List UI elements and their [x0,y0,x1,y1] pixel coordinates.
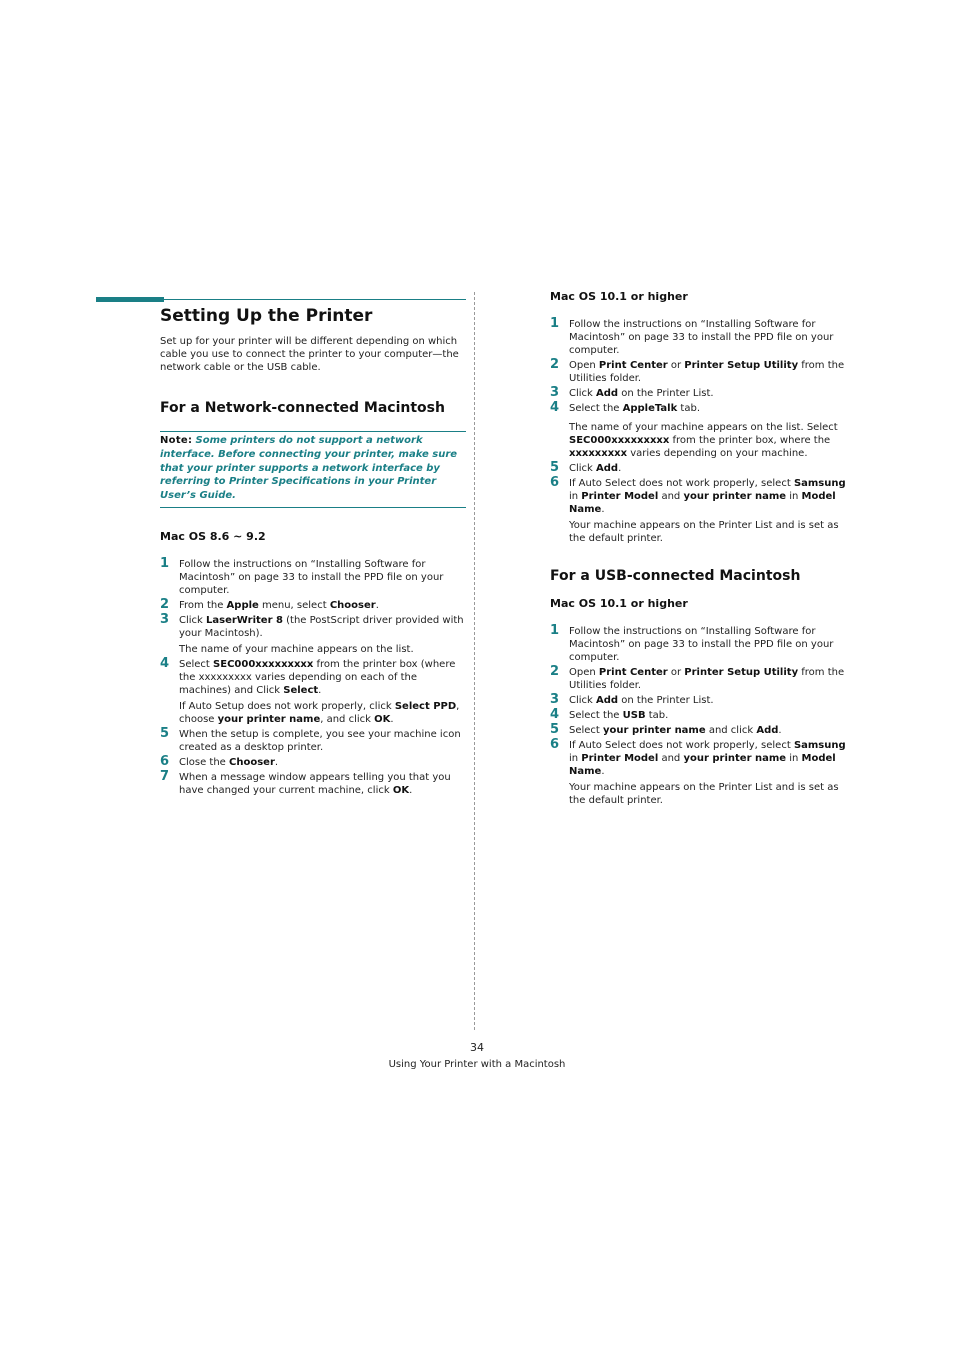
sub-bold: OK [374,714,391,726]
list-item [550,359,855,385]
column-divider [474,292,475,1030]
step-bold: OK [392,785,410,797]
mac86-steps [160,558,466,797]
step-text-post: . [318,685,322,697]
step-text-post: from the Utilities folder. [569,667,845,691]
sub-bold: Select PPD [394,701,457,713]
step-text-post: . [618,463,622,474]
step-bold: Add [596,695,619,706]
step-bold: Print Center [598,360,668,371]
step-text-pre: Open [569,667,599,678]
step-text-post: from the Utilities folder. [569,360,845,384]
mac101-heading: Mac OS 10.1 or higher [550,290,688,303]
step-text-pre: From the [179,600,227,612]
step-text-post: . [601,766,605,777]
note-text [160,434,466,502]
mac86-heading: Mac OS 8.6 ~ 9.2 [160,530,266,544]
step-number: 5 [160,726,170,742]
step-number: 6 [550,475,560,490]
step-text-pre: When a message window appears telling you that you have changed your current machine, click [179,772,451,797]
step-number: 4 [550,400,560,415]
step-text-mid: or [667,667,685,678]
step-bold: your printer name [683,491,787,502]
step-bold: AppleTalk [622,403,678,414]
page-number: 34 [470,1041,484,1054]
usb-heading: For a USB-connected Macintosh [550,568,801,584]
mac101-steps [550,318,855,545]
step-text-mid: from the printer box (where the xxxxxxxxx varies depending on each of the machines) and Click [179,659,456,697]
step-number: 2 [160,597,170,613]
list-item [160,756,466,769]
right-column [550,290,855,807]
list-item [550,625,855,664]
step-text-mid: in [786,491,802,502]
step-subnote: Your machine appears on the Printer List and is set as the default printer. [569,520,839,544]
sub-text: If Auto Setup does not work properly, click [179,701,395,713]
step-text-mid: in [569,753,582,764]
step-text-pre: Open [569,360,599,371]
step-text-mid: and [658,753,684,764]
step-text-post: . [409,785,413,797]
step-bold: Samsung [793,478,846,489]
list-item [550,709,855,722]
step-text: When the setup is complete, you see your machine icon created as a desktop printer. [179,729,461,754]
step-bold: Add [596,463,619,474]
title-rule [164,299,466,300]
step-text-pre: Click [179,615,207,627]
step-bold: your printer name [683,753,787,764]
step-text-post: (the PostScript driver provided with your Macintosh). [179,615,464,640]
list-item [160,614,466,656]
step-bold: Chooser [229,757,275,769]
step-text-post: . [274,757,279,769]
sub-text: , and click [320,714,375,726]
network-heading: For a Network-connected Macintosh [160,400,445,417]
step-subnote: The name of your machine appears on the list. [179,644,414,656]
step-text-post: on the Printer List. [618,388,714,399]
sub-text: varies depending on your machine. [627,448,808,459]
list-item [550,694,855,707]
note-label: Note [160,435,189,447]
step-number: 5 [550,460,560,475]
step-text-pre: If Auto Select does not work properly, select [569,478,794,489]
step-text-mid: or [667,360,685,371]
step-text-mid: in [786,753,802,764]
step-text-mid: and [658,491,684,502]
step-number: 5 [550,722,560,737]
step-text-mid: in [569,491,582,502]
list-item [550,387,855,400]
step-text-pre: Close the [179,757,230,769]
left-column [160,305,466,797]
step-text-post: . [601,504,605,515]
step-number: 4 [550,707,560,722]
step-number: 1 [550,316,560,331]
step-number: 4 [160,656,170,672]
note-box [160,431,466,508]
step-text-post: on the Printer List. [618,695,714,706]
sub-bold: your printer name [217,714,321,726]
list-item [550,724,855,737]
step-bold: Model Name [569,491,836,515]
step-number: 6 [160,754,170,770]
list-item [550,477,855,545]
step-text-pre: Click [569,463,597,474]
note-body: Some printers do not support a network interface. Before connecting your printer, make sure that your printer supports a network interface by referring to Printer Specifications in your Printer User’s Guide. [160,435,458,501]
step-number: 2 [550,664,560,679]
sub-bold: SEC000xxxxxxxxx [569,435,670,446]
usb-mac101-heading: Mac OS 10.1 or higher [550,597,688,610]
step-bold: Add [596,388,619,399]
step-text-post: . [375,600,379,612]
step-bold: Model Name [569,753,836,777]
title-rule-accent [96,297,164,302]
step-text: Follow the instructions on “Installing Software for Macintosh” on page 33 to install the PPD file on your computer. [569,319,834,356]
step-number: 3 [160,612,170,628]
intro-paragraph: Set up for your printer will be different depending on which cable you use to connect the printer to your computer—the network cable or the USB cable. [160,336,459,373]
step-text-pre: Select [569,725,604,736]
step-number: 7 [160,769,170,785]
step-subnote [179,700,466,726]
sub-text: The name of your machine appears on the list. Select [569,422,838,433]
step-text-pre: Select [179,659,214,671]
step-text-pre: Click [569,388,597,399]
step-bold: your printer name [603,725,706,736]
step-bold: Printer Setup Utility [684,667,799,678]
step-text-post: . [778,725,782,736]
step-bold: Chooser [329,600,376,612]
step-text: Follow the instructions on “Installing Software for Macintosh” on page 33 to install the PPD file on your computer. [179,559,444,597]
step-text-post: tab. [645,710,669,721]
page-title: Setting Up the Printer [160,306,373,326]
list-item [160,599,466,612]
note-colon: : [188,435,196,447]
list-item [160,771,466,797]
list-item [550,462,855,475]
step-text-pre: Select the [569,710,623,721]
step-bold: Add [756,725,779,736]
step-text-mid: and click [705,725,757,736]
step-bold: LaserWriter 8 [206,615,283,627]
usb-steps [550,625,855,807]
step-number: 2 [550,357,560,372]
step-text-pre: Click [569,695,597,706]
list-item [550,739,855,807]
step-bold: Select [283,685,319,697]
step-bold: Apple [226,600,259,612]
step-text-pre: If Auto Select does not work properly, select [569,740,794,751]
step-bold: USB [622,710,646,721]
list-item [550,666,855,692]
step-text-post: tab. [677,403,701,414]
step-number: 1 [160,556,170,572]
list-item [160,558,466,597]
step-number: 1 [550,623,560,638]
step-text-pre: Select the [569,403,623,414]
step-text: Follow the instructions on “Installing Software for Macintosh” on page 33 to install the PPD file on your computer. [569,626,834,663]
sub-text: from the printer box, where the [669,435,831,446]
step-bold: Printer Setup Utility [684,360,799,371]
list-item [550,402,855,460]
step-subnote: Your machine appears on the Printer List and is set as the default printer. [569,782,839,806]
sub-text: . [390,714,394,726]
step-text-mid: menu, select [258,600,330,612]
step-bold: SEC000xxxxxxxxx [213,659,314,671]
footer-section-title: Using Your Printer with a Macintosh [388,1059,566,1070]
list-item [160,658,466,726]
step-subnote [569,421,855,460]
step-number: 6 [550,737,560,752]
sub-text: , choose [179,701,460,726]
step-number: 3 [550,385,560,400]
step-number: 3 [550,692,560,707]
list-item [160,728,466,754]
step-bold: Samsung [793,740,846,751]
list-item [550,318,855,357]
step-bold: Print Center [598,667,668,678]
step-bold: Printer Model [581,753,659,764]
step-bold: Printer Model [581,491,659,502]
sub-bold: xxxxxxxxx [569,448,628,459]
